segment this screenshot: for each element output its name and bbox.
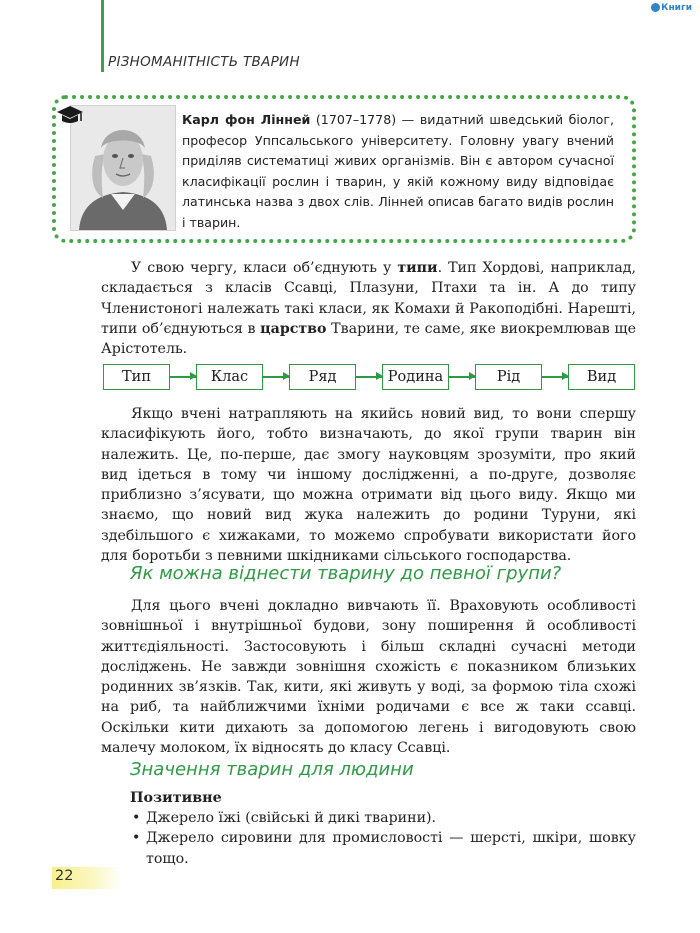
chain-arrow [542,376,568,378]
publisher-logo [651,3,692,13]
term-kingdom: царство [260,320,327,337]
chain-node-species: Вид [568,364,635,390]
logo-icon [651,3,660,12]
chain-arrow [170,376,196,378]
para1-text-2: . Тип Хордові, наприклад, складається з класів Ссавці, Плазуни, Птахи та ін. А до типу Членистоногі належать такі класи, як Комахи й Ракоподібні. Нарешті, типи об’єднуються в [101,260,636,337]
biography-name: Карл фон Лінней [182,112,311,127]
heading-classify-animal: Як можна віднести тварину до певної групи? [130,563,562,584]
chain-arrow [449,376,475,378]
chain-node-class: Клас [196,364,263,390]
para1-text-3: Тварини, те саме, яке виокремлював ще Арістотель. [101,320,636,358]
section-label: РІЗНОМАНІТНІСТЬ ТВАРИН [108,54,300,70]
paragraph-classification [101,258,636,359]
biography-text [182,110,614,233]
paragraph-new-species [101,404,636,566]
subheading-positive: Позитивне [130,790,222,806]
paragraph-study-methods [101,596,636,758]
list-item: • Джерело сировини для промисловості — шерсті, шкіри, шовку тощо. [130,828,636,869]
para1-text-1: У свою чергу, класи об’єднують у [131,260,398,276]
chain-node-genus: Рід [475,364,542,390]
graduation-cap-icon [56,104,84,126]
chain-node-order: Ряд [289,364,356,390]
chain-arrow [356,376,382,378]
para3-text: Для цього вчені докладно вивчають її. Враховують особливості зовнішньої і внутрішньої будови, зону поширення й особливості життєдіяльності. Застосовують і більш складні сучасні методи досліджень. Не завжди зовнішня схожість є показником близьких родинних зв’язків. Так, кити, які живуть у воді, за формою тіла схожі на риб, та найближчими їхніми родичами є все ж таки ссавці. Оскільки кити дихають за допомогою легень і вигодовують свою малечу молоком, їх відносять до класу Ссавці. [101,598,636,757]
chain-node-type: Тип [103,364,170,390]
biography-body: (1707–1778) — видатний шведський біолог, професор Уппсальського університету. Головну увагу вчений приділяв систематиці живих організмів. Він є автором сучасної класифікації рослин і тварин, у якій кожному виду відповідає латинська назва з двох слів. Лінней описав багато видів рослин і тварин. [182,112,615,230]
chain-arrow [263,376,289,378]
page-number: 22 [55,868,74,884]
list-item: • Джерело їжі (свійські й дикі тварини). [130,808,636,828]
logo-text: Книги [661,3,692,13]
heading-animal-importance: Значення тварин для людини [130,759,414,780]
chain-node-family: Родина [382,364,449,390]
taxonomy-chain [103,364,636,392]
term-types: типи [397,260,438,276]
header-rule [101,0,104,72]
para2-text: Якщо вчені натрапляють на якийсь новий вид, то вони спершу класифікують його, тобто визначають, до якої групи тварин він належить. Це, по-перше, дає змогу науковцям зрозуміти, про який вид ідеться в тому чи іншому дослідженні, а по-друге, дозволяє приблизно з’ясувати, що можна отримати від цього виду. Якщо ми знаємо, що новий вид жука належить до родини Туруни, які здебільшого є хижаками, то можемо спробувати використати його для боротьби з певними шкідниками сільського господарства. [101,406,636,565]
linnaeus-portrait [70,105,176,231]
positive-list [130,808,636,869]
